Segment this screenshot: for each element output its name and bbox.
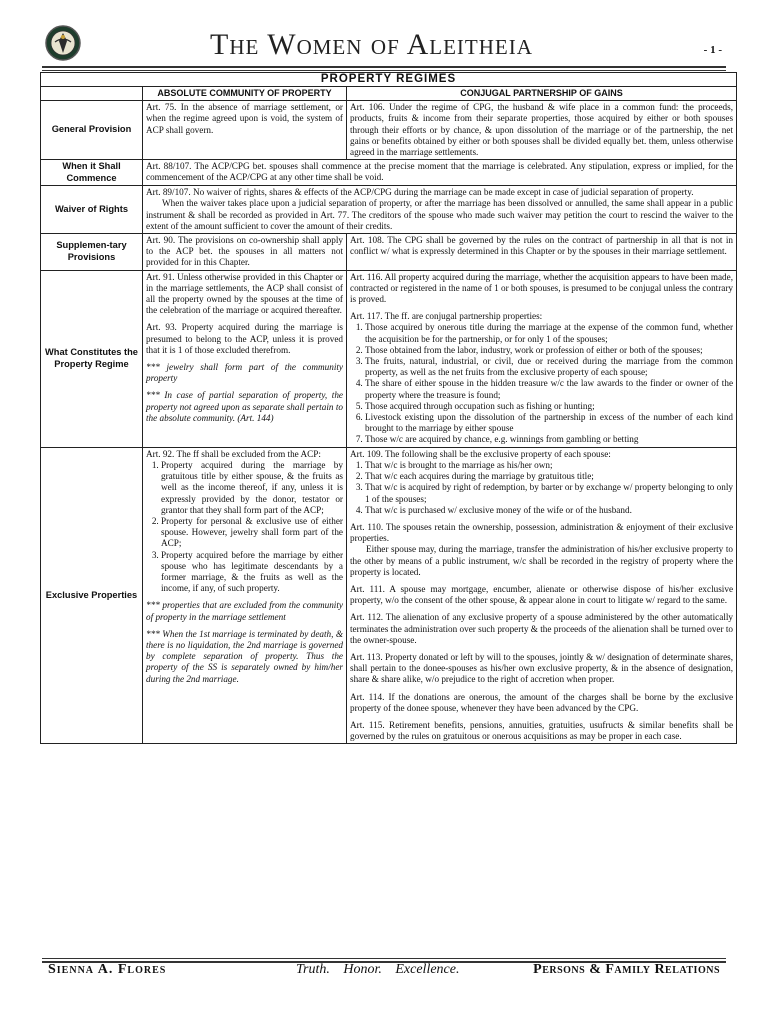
art-90-text: Art. 90. The provisions on co-ownership shall apply to the ACP bet. the spouses in all matters not provided for in this Chapter. bbox=[146, 235, 343, 268]
acp-column-header: ABSOLUTE COMMUNITY OF PROPERTY bbox=[143, 87, 347, 101]
list-item: 5. Those acquired through occupation such as fishing or hunting; bbox=[365, 401, 733, 412]
page-footer bbox=[42, 962, 726, 982]
row-label-general: General Provision bbox=[41, 101, 143, 160]
art-116-text: Art. 116. All property acquired during the marriage, whether the acquisition appears to have been made, contracted or registered in the name of 1 or both spouses, is presumed to be conjugal unless the contrary is proved. bbox=[350, 271, 734, 305]
acp-exclusive-cell bbox=[143, 447, 347, 744]
table-row-general-provision bbox=[41, 101, 737, 160]
art-75-text: Art. 75. In the absence of marriage settlement, or when the regime agreed upon is void, the system of ACP shall govern. bbox=[146, 102, 343, 135]
commence-cell bbox=[143, 160, 737, 186]
art-110-text: Art. 110. The spouses retain the ownership, possession, administration & enjoyment of their exclusive properties. bbox=[350, 521, 734, 544]
footer-subject: Persons & Family Relations bbox=[533, 962, 720, 977]
waiver-cell bbox=[143, 186, 737, 234]
page-header bbox=[42, 24, 726, 66]
waiver-paragraph: When the waiver takes place upon a judicial separation of property, or after the marriage has been dissolved or annulled, the same shall appear in a public instrument & shall be recorded as provided in Art. 77. The creditors of the spouse who made such waiver may petition the court to rescind the waiver to the extent of the amount sufficient to cover the amount of their credits. bbox=[146, 198, 734, 231]
header-divider-thin bbox=[42, 70, 726, 71]
list-item: 1. Those acquired by onerous title during the marriage at the expense of the common fund, whether the acquisition be for the partnership, or for only 1 of the spouses; bbox=[365, 322, 733, 344]
page-number: - 1 - bbox=[703, 44, 722, 56]
footer-motto: Truth. Honor. Excellence. bbox=[296, 962, 460, 977]
list-item: 3. That w/c is acquired by right of redemption, by barter or by exchange w/ property belonging to only 1 of the spouses; bbox=[365, 482, 733, 504]
row-label-supplementary: Supplemen-tary Provisions bbox=[41, 234, 143, 271]
art-106-text: Art. 106. Under the regime of CPG, the husband & wife place in a common fund: the proceeds, products, fruits & income from their separate properties, those acquired by either or both spouses through their efforts or by chance, & upon dissolution of the marriage or of the partnership, the net gains or benefits obtained by either or both spouses shall be divided equally bet. them, unless otherwise agreed in the marriage settlements. bbox=[350, 102, 734, 158]
list-item: 3. Property acquired before the marriage by either spouse who has legitimate descendants by a former marriage, & the fruits as well as the income, if any, of such property. bbox=[161, 550, 343, 595]
table-row-constitutes bbox=[41, 270, 737, 447]
art-115-text: Art. 115. Retirement benefits, pensions, annuities, gratuities, usufructs & similar benefits shall be governed by the rules on gratuitous or onerous acquisitions as may be proper in each case. bbox=[350, 719, 734, 742]
table-row-waiver bbox=[41, 186, 737, 234]
column-header-row bbox=[41, 87, 737, 101]
list-item: 2. Those obtained from the labor, industry, work or profession of either or both of the spouses; bbox=[365, 345, 733, 356]
list-item: 3. The fruits, natural, industrial, or civil, due or received during the marriage from the common property, as well as the net fruits from the exclusive property of each spouse; bbox=[365, 356, 733, 378]
cpg-column-header: CONJUGAL PARTNERSHIP OF GAINS bbox=[347, 87, 737, 101]
first-marriage-note: *** When the 1st marriage is terminated by death, & there is no liquidation, the 2nd marriage is governed by complete separation of property. Thus the property of the SS is separately owned by him/her during the 2nd marriage. bbox=[146, 628, 343, 684]
excluded-properties-note: *** properties that are excluded from the community of property in the marriage settlement bbox=[146, 600, 343, 622]
table-row-supplementary bbox=[41, 234, 737, 271]
art-111-text: Art. 111. A spouse may mortgage, encumber, alienate or otherwise dispose of his/her exclusive property, w/o the consent of the other spouse, & appear alone in court to litigate w/ regard to the same. bbox=[350, 583, 734, 606]
table-title-row bbox=[41, 73, 737, 87]
partial-separation-note: *** In case of partial separation of property, the property not agreed upon as separate shall pertain to the absolute community. (Art. 144) bbox=[146, 390, 343, 423]
art-108-text: Art. 108. The CPG shall be governed by the rules on the contract of partnership in all that is not in conflict w/ what is expressly determined in this Chapter or by the spouses in their marriage settlement. bbox=[350, 235, 734, 257]
list-item: 2. Property for personal & exclusive use of either spouse. However, jewelry shall form part of the ACP; bbox=[161, 516, 343, 550]
art-109-list bbox=[350, 460, 733, 516]
acp-constitutes-cell bbox=[143, 270, 347, 447]
cpg-exclusive-cell bbox=[347, 447, 737, 744]
footer-divider-thin bbox=[42, 958, 726, 959]
row-label-exclusive: Exclusive Properties bbox=[41, 447, 143, 744]
art-92-intro: Art. 92. The ff shall be excluded from the ACP: bbox=[146, 448, 321, 459]
table-row-exclusive bbox=[41, 447, 737, 744]
art-117-intro: Art. 117. The ff. are conjugal partnership properties: bbox=[350, 311, 543, 322]
table-row-commence bbox=[41, 160, 737, 186]
art-91-text: Art. 91. Unless otherwise provided in this Chapter or in the marriage settlements, the ACP shall consist of all the property owned by the spouses at the time of the celebration of the marriage or acquired thereafter. bbox=[146, 271, 343, 316]
art-117-list bbox=[350, 322, 733, 445]
jewelry-note: *** jewelry shall form part of the community property bbox=[146, 362, 343, 384]
art-93-text: Art. 93. Property acquired during the marriage is presumed to belong to the ACP, unless it is proved that it is 1 of those excluded therefrom. bbox=[146, 322, 343, 355]
list-item: 1. That w/c is brought to the marriage as his/her own; bbox=[365, 460, 733, 471]
list-item: 1. Property acquired during the marriage by gratuitous title by either spouse, & the fruits as well as the income thereof, if any, unless it is expressly provided by the donor, testator or grantor that they shall form part of the ACP; bbox=[161, 460, 343, 516]
art-92-list bbox=[146, 460, 343, 594]
acp-general-cell bbox=[143, 101, 347, 160]
header-divider bbox=[42, 66, 726, 68]
art-88-107-text: Art. 88/107. The ACP/CPG bet. spouses shall commence at the precise moment that the marriage is celebrated. Any stipulation, express or implied, for the commencement of the ACP/CPG at any other time shall be void. bbox=[146, 161, 734, 183]
list-item: 2. That w/c each acquires during the marriage by gratuitous title; bbox=[365, 471, 733, 482]
art-89-107-text: Art. 89/107. No waiver of rights, shares & effects of the ACP/CPG during the marriage can be made except in case of judicial separation of property. bbox=[146, 187, 694, 198]
table-title: PROPERTY REGIMES bbox=[41, 73, 737, 87]
row-label-commence: When it Shall Commence bbox=[41, 160, 143, 186]
art-113-text: Art. 113. Property donated or left by will to the spouses, jointly & w/ designation of determinate shares, shall pertain to the donee-spouses as his/her own exclusive property, & in the absence of designation, share & share alike, w/o prejudice to the right of accretion when proper. bbox=[350, 651, 734, 685]
list-item: 6. Livestock existing upon the dissolution of the partnership in excess of the number of each kind brought to the marriage by either spouse bbox=[365, 412, 733, 434]
list-item: 7. Those w/c are acquired by chance, e.g. winnings from gambling or betting bbox=[365, 434, 733, 445]
row-label-constitutes: What Constitutes the Property Regime bbox=[41, 270, 143, 447]
cpg-general-cell bbox=[347, 101, 737, 160]
footer-author: Sienna A. Flores bbox=[48, 962, 167, 977]
list-item: 4. The share of either spouse in the hidden treasure w/c the law awards to the finder or owner of the property where the treasure is found; bbox=[365, 378, 733, 400]
row-label-waiver: Waiver of Rights bbox=[41, 186, 143, 234]
cpg-supplementary-cell bbox=[347, 234, 737, 271]
property-regimes-table bbox=[40, 72, 737, 744]
acp-supplementary-cell bbox=[143, 234, 347, 271]
blank-header-cell bbox=[41, 87, 143, 101]
art-112-text: Art. 112. The alienation of any exclusive property of a spouse administered by the other automatically terminates the administration over such property & the proceeds of the alienation shall be turned over to the owner-spouse. bbox=[350, 612, 734, 645]
crest-logo-icon bbox=[44, 24, 82, 62]
document-title: The Women of Aleitheia bbox=[210, 28, 533, 61]
art-110-paragraph: Either spouse may, during the marriage, transfer the administration of his/her exclusive property to the other by means of a public instrument, w/c shall be recorded in the registry of property where the property is located. bbox=[350, 544, 734, 577]
list-item: 4. That w/c is purchased w/ exclusive money of the wife or of the husband. bbox=[365, 505, 733, 516]
cpg-constitutes-cell bbox=[347, 270, 737, 447]
art-114-text: Art. 114. If the donations are onerous, the amount of the charges shall be borne by the exclusive property of the donee spouse, whenever they have been advanced by the CPG. bbox=[350, 691, 734, 713]
art-109-intro: Art. 109. The following shall be the exclusive property of each spouse: bbox=[350, 448, 611, 459]
